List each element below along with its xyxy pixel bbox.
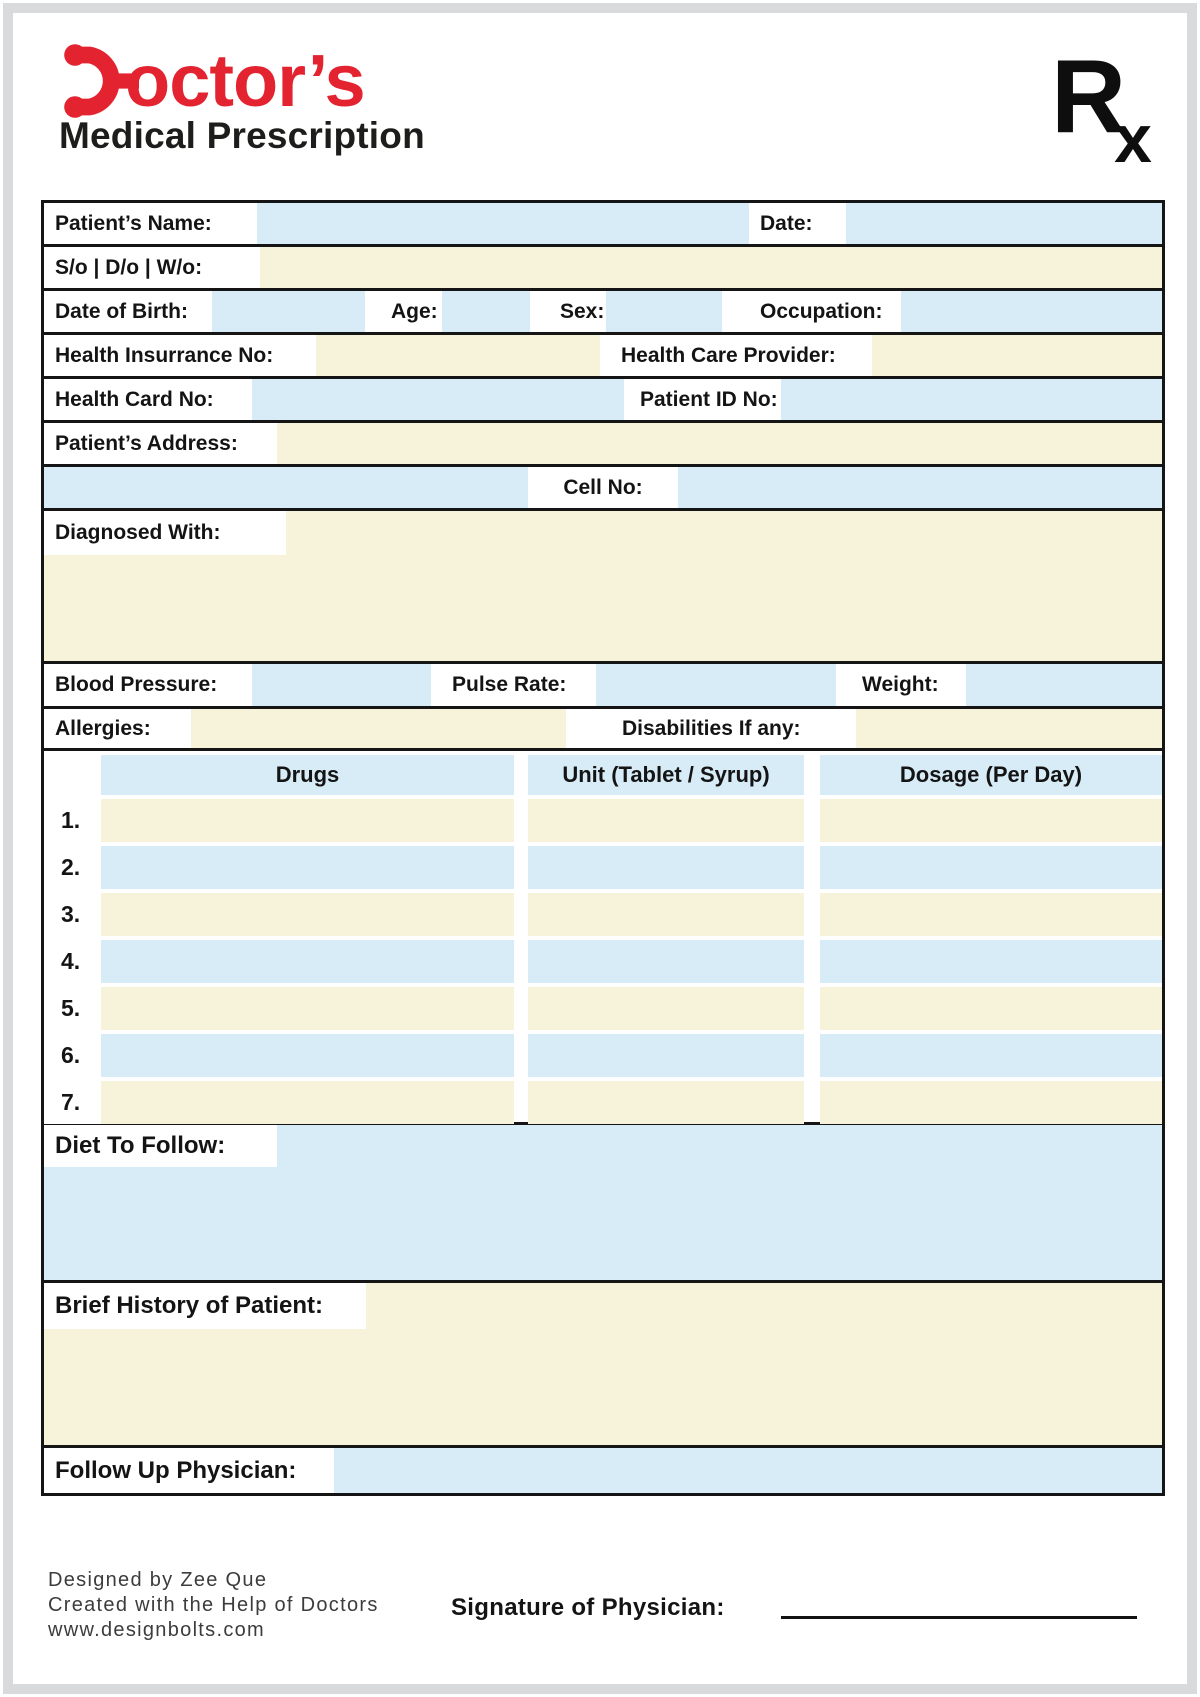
- brief-history-label: Brief History of Patient:: [44, 1283, 366, 1329]
- sex-label: Sex:: [549, 291, 606, 332]
- drug-5-dosage-field[interactable]: [820, 987, 1162, 1030]
- follow-up-label: Follow Up Physician:: [44, 1448, 334, 1493]
- drug-2-unit-field[interactable]: [528, 846, 804, 889]
- drug-5-unit-field[interactable]: [528, 987, 804, 1030]
- patient-address-field[interactable]: [277, 423, 1162, 464]
- drug-row-number: 5.: [44, 987, 101, 1030]
- signature-label: Signature of Physician:: [451, 1594, 725, 1621]
- patient-address-label: Patient’s Address:: [44, 423, 277, 464]
- row-insurance-provider: [44, 335, 1162, 379]
- cell-no-field-right[interactable]: [678, 467, 1162, 508]
- drug-2-name-field[interactable]: [101, 846, 514, 889]
- health-insurance-label: Health Insurrance No:: [44, 335, 316, 376]
- age-field[interactable]: [442, 291, 530, 332]
- credit-line: www.designbolts.com: [48, 1619, 266, 1641]
- row-dob-age-sex-occupation: [44, 291, 1162, 335]
- drug-6-name-field[interactable]: [101, 1034, 514, 1077]
- cell-no-field-left[interactable]: [44, 467, 528, 508]
- drug-7-unit-field[interactable]: [528, 1081, 804, 1124]
- diagnosed-with-field[interactable]: [44, 511, 1162, 661]
- drug-1-unit-field[interactable]: [528, 799, 804, 842]
- drug-1-dosage-field[interactable]: [820, 799, 1162, 842]
- credit-line: Designed by Zee Que: [48, 1569, 268, 1591]
- unit-column-header: Unit (Tablet / Syrup): [528, 755, 804, 795]
- drug-7-name-field[interactable]: [101, 1081, 514, 1124]
- blood-pressure-label: Blood Pressure:: [44, 664, 252, 706]
- patient-name-field[interactable]: [257, 203, 749, 244]
- row-patient-name: [44, 203, 1162, 247]
- age-label: Age:: [380, 291, 442, 332]
- row-diagnosed-with: [44, 511, 1162, 664]
- patient-id-label: Patient ID No:: [629, 379, 781, 420]
- drug-3-name-field[interactable]: [101, 893, 514, 936]
- date-label: Date:: [749, 203, 846, 244]
- row-allergies-disabilities: [44, 709, 1162, 751]
- drug-5-name-field[interactable]: [101, 987, 514, 1030]
- allergies-label: Allergies:: [44, 709, 191, 748]
- pulse-rate-field[interactable]: [596, 664, 836, 706]
- blood-pressure-field[interactable]: [252, 664, 431, 706]
- weight-field[interactable]: [966, 664, 1162, 706]
- drug-3-unit-field[interactable]: [528, 893, 804, 936]
- drug-3-dosage-field[interactable]: [820, 893, 1162, 936]
- drug-1-name-field[interactable]: [101, 799, 514, 842]
- drug-6-dosage-field[interactable]: [820, 1034, 1162, 1077]
- row-address: [44, 423, 1162, 467]
- row-follow-up: [44, 1448, 1162, 1493]
- disabilities-field[interactable]: [856, 709, 1162, 748]
- drug-row-number: 6.: [44, 1034, 101, 1077]
- drug-4-dosage-field[interactable]: [820, 940, 1162, 983]
- follow-up-field[interactable]: [334, 1448, 1162, 1493]
- diet-field[interactable]: [44, 1125, 1162, 1280]
- dob-field[interactable]: [212, 291, 365, 332]
- brief-history-field[interactable]: [44, 1283, 1162, 1445]
- disabilities-label: Disabilities If any:: [611, 709, 856, 748]
- allergies-field[interactable]: [191, 709, 566, 748]
- pulse-rate-label: Pulse Rate:: [441, 664, 596, 706]
- drug-row-number: 4.: [44, 940, 101, 983]
- rx-letter-r: R: [1051, 39, 1127, 155]
- occupation-field[interactable]: [901, 291, 1162, 332]
- dob-label: Date of Birth:: [44, 291, 212, 332]
- row-cell-no: [44, 467, 1162, 511]
- row-brief-history: [44, 1283, 1162, 1448]
- brand-name: octor’s: [125, 39, 365, 122]
- guardian-label: S/o | D/o | W/o:: [44, 247, 260, 288]
- patient-id-field[interactable]: [781, 379, 1162, 420]
- weight-label: Weight:: [851, 664, 961, 706]
- row-vitals: [44, 664, 1162, 709]
- health-card-field[interactable]: [252, 379, 624, 420]
- brand-logo: [58, 39, 365, 122]
- rx-letter-x: x: [1114, 101, 1152, 177]
- page-title: Medical Prescription: [59, 115, 425, 156]
- drug-4-unit-field[interactable]: [528, 940, 804, 983]
- drug-row-number: 2.: [44, 846, 101, 889]
- row-diet: [44, 1125, 1162, 1283]
- drugs-column-header: Drugs: [101, 755, 514, 795]
- drug-row-number: 7.: [44, 1081, 101, 1124]
- drug-4-name-field[interactable]: [101, 940, 514, 983]
- sex-field[interactable]: [606, 291, 722, 332]
- diet-label: Diet To Follow:: [44, 1125, 277, 1167]
- health-care-provider-label: Health Care Provider:: [610, 335, 872, 376]
- patient-name-label: Patient’s Name:: [44, 203, 257, 244]
- drug-row-number: 1.: [44, 799, 101, 842]
- drug-2-dosage-field[interactable]: [820, 846, 1162, 889]
- drugs-grid: [44, 751, 1162, 1122]
- designer-credits: [48, 1568, 379, 1643]
- rx-symbol-icon: [1051, 39, 1152, 177]
- cell-no-label: Cell No:: [528, 467, 678, 508]
- diagnosed-with-label: Diagnosed With:: [44, 511, 286, 555]
- row-guardian: [44, 247, 1162, 291]
- drug-7-dosage-field[interactable]: [820, 1081, 1162, 1124]
- dosage-column-header: Dosage (Per Day): [820, 755, 1162, 795]
- drug-row-number: 3.: [44, 893, 101, 936]
- guardian-field[interactable]: [260, 247, 1162, 288]
- health-card-label: Health Card No:: [44, 379, 252, 420]
- date-field[interactable]: [846, 203, 1162, 244]
- row-card-patientid: [44, 379, 1162, 423]
- signature-line: [781, 1616, 1137, 1619]
- health-insurance-field[interactable]: [316, 335, 600, 376]
- health-care-provider-field[interactable]: [872, 335, 1162, 376]
- drug-6-unit-field[interactable]: [528, 1034, 804, 1077]
- credit-line: Created with the Help of Doctors: [48, 1594, 379, 1616]
- row-drugs-table: [44, 751, 1162, 1125]
- prescription-form: [41, 200, 1165, 1496]
- occupation-label: Occupation:: [749, 291, 901, 332]
